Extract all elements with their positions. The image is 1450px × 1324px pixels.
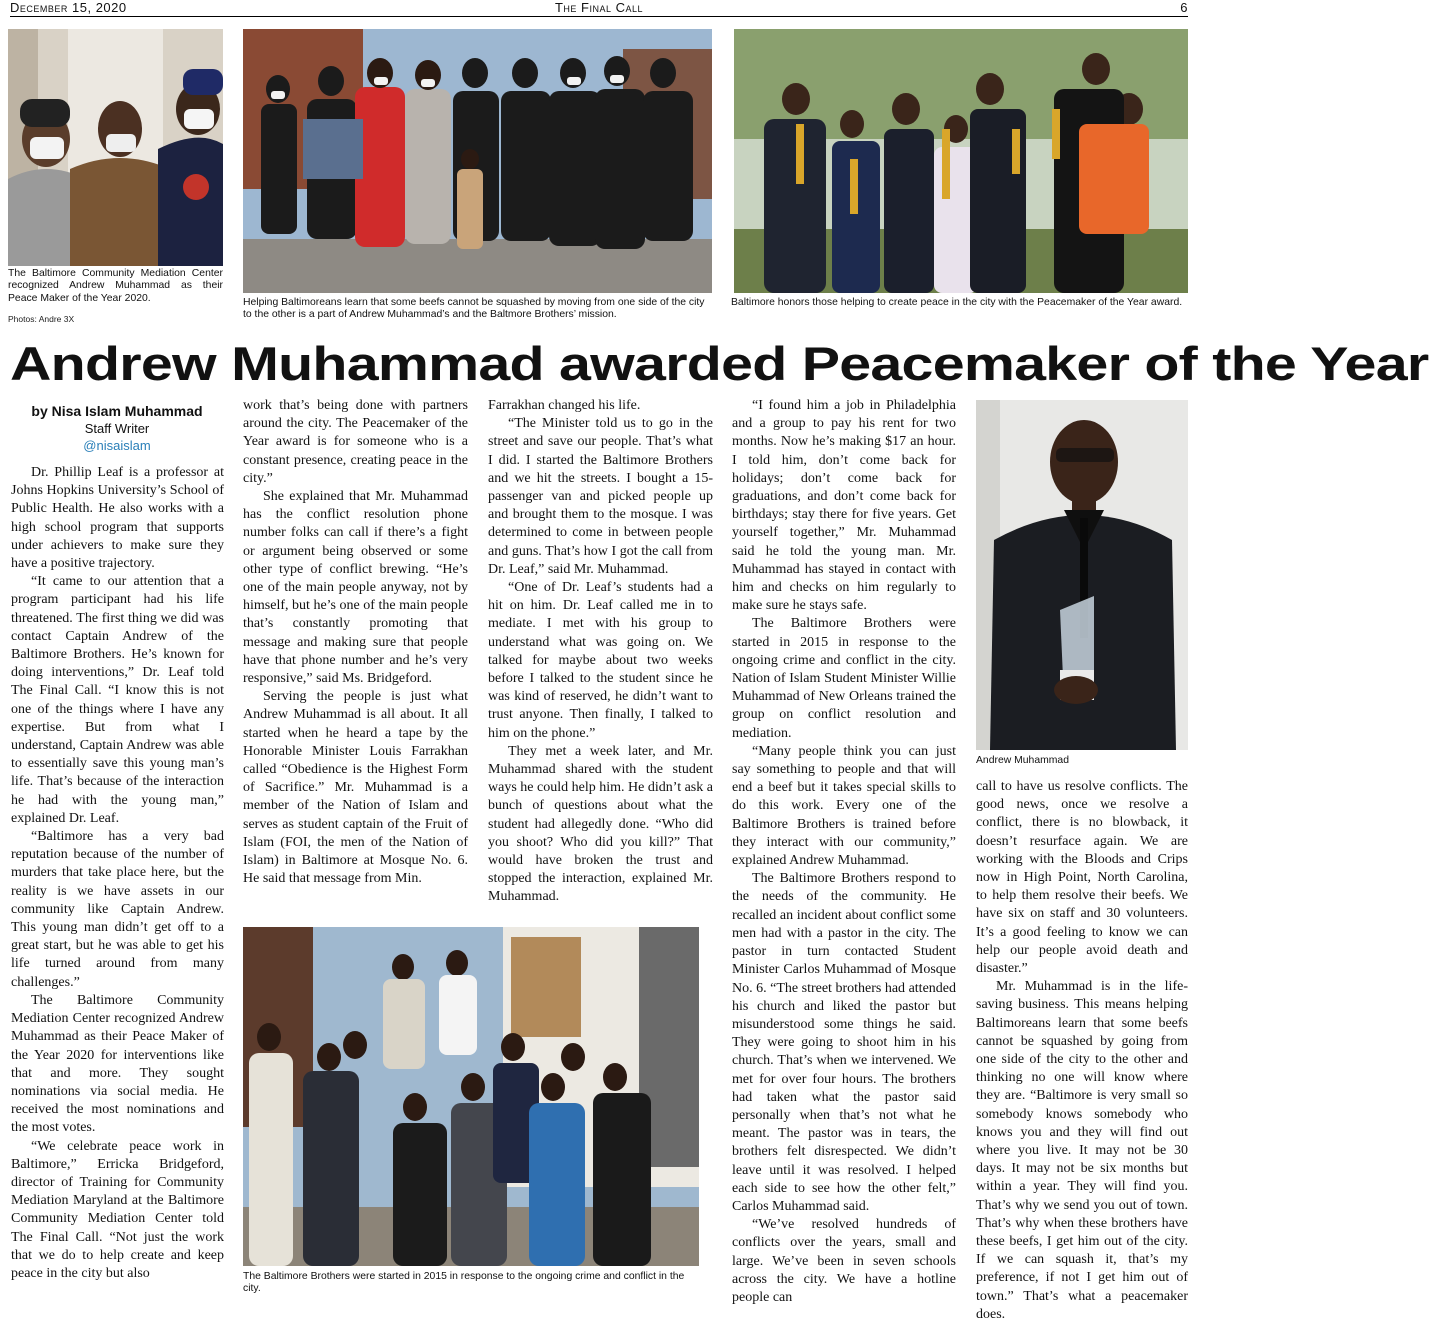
paragraph: “Many people think you can just say something to people and that will end a beef but it takes special skills to do this work. Every one of the Baltimore Brothers is trained before they interact with our community,” explained Andrew Muhammad.	[732, 743, 956, 869]
article-column-3	[488, 397, 713, 907]
photo-baltimore-brothers	[243, 927, 699, 1266]
paragraph: “We celebrate peace work in Baltimore,” Erricka Bridgeford, director of Training for Community Mediation Maryland at the Baltimore Community Mediation Center told The Final Call. “Not just the work that we do to help create and keep peace in the city but also	[11, 1138, 224, 1281]
byline	[10, 403, 224, 454]
publication-name: The Final Call	[554, 0, 644, 15]
paragraph: She explained that Mr. Muhammad has the conflict resolution phone number folks can call if there’s a fight or argument being observed or some other type of conflict brewing. “He’s one of the main people anyway, not by himself, but he’s one of the main people that’s constantly promoting that message and making sure that people have that phone number and he’s very responsive,” said Ms. Bridgeford.	[243, 489, 468, 687]
paragraph: “It came to our attention that a program participant had his life threatened. The first thing we did was contact Captain Andrew of the Baltimore Brothers. He’s known for doing interventions,” Dr. Leaf told The Final Call. “I know this is not one of the things where I have any expertise. But from what I understand, Captain Andrew was able to essentially save this young man’s life. That’s because of the interaction he had with the young man,” explained Dr. Leaf.	[11, 574, 224, 826]
page-header	[10, 0, 1188, 17]
photo-group-street	[243, 29, 712, 293]
author-handle[interactable]: @nisaislam	[83, 438, 151, 453]
paragraph: Mr. Muhammad is in the life-saving business. This means helping Baltimoreans learn that some beefs cannot be squashed by going from one side of the city to the other and thinking no one will know where they are. “Baltimore is very small so somebody knows somebody who knows you and they will find out where you live. It may not be 30 days. It may not be six months but within a year. They will find you. That’s why we send you out of town. That’s why when these brothers have these beefs, I get him out of the city. If we can squash it, that’s my preference, if not I get him out of town.” That’s what a peacemaker does.	[976, 979, 1188, 1322]
issue-date: December 15, 2020	[10, 0, 127, 15]
paragraph: “The Minister told us to go in the street and save our people. That’s what I did. I started the Baltimore Brothers and we hit the streets. I bought a 15-passenger van and picked people up and brought them to the mosque. I was determined to come in between people and guns. That’s how I got the call from Dr. Leaf,” said Mr. Muhammad.	[488, 416, 713, 577]
article-column-1	[11, 464, 224, 1283]
paragraph: The Baltimore Brothers respond to the needs of the community. He recalled an incident about conflict some men had with a pastor in the city. The pastor in turn contacted Student Minister Carlos Muhammad of Mosque No. 6. “The street brothers had attended his church and liked the pastor but misunderstood some things he said. They were going to shoot him in his church. That’s when we intervened. We met for over four hours. The brothers had taken what the pastor said personally when that’s not what he meant. The pastor was in tears, the brothers felt disrespected. We didn’t leave until it was resolved. I helped each side to see how the other felt,” Carlos Muhammad said.	[732, 871, 956, 1214]
article-headline: Andrew Muhammad awarded Peacemaker of the Year	[10, 337, 1429, 390]
caption-portrait: Andrew Muhammad	[976, 755, 1069, 766]
paragraph: call to have us resolve conflicts. The good news, once we resolve a conflict, there is no blowback, it doesn’t resurface again. We are working with the Bloods and Crips now in High Point, North Carolina, to help them resolve their beefs. We have six on staff and 30 volunteers. It’s a good feeling to know we can help our people avoid death and disaster.”	[976, 779, 1188, 977]
article-column-5	[976, 778, 1188, 1324]
paragraph: work that’s being done with partners around the city. The Peacemaker of the Year award is for someone who is a constant presence, creating peace in the city.”	[243, 398, 468, 486]
article-column-2	[243, 397, 468, 888]
paragraph: “One of Dr. Leaf’s students had a hit on him. Dr. Leaf called me in to mediate. I met with his group to understand what was going on. We talked for maybe about two weeks before I talked to the student since he was kind of reserved, he didn’t want to trust anyone. Then finally, I talked to him on the phone.”	[488, 580, 713, 741]
caption-award-presentation: The Baltimore Community Mediation Center recognized Andrew Muhammad as their Peace Maker of the Year 2020.	[8, 268, 223, 304]
paragraph: Farrakhan changed his life.	[488, 398, 641, 413]
page-number: 6	[1180, 0, 1188, 15]
photo-youth-trophies	[734, 29, 1188, 293]
paragraph: Dr. Phillip Leaf is a professor at Johns Hopkins University’s School of Public Health. He also works with a high school program that supports under achievers to make sure they have a positive trajectory.	[11, 465, 224, 572]
caption-youth-trophies: Baltimore honors those helping to create peace in the city with the Peacemaker of the Year award.	[731, 297, 1183, 308]
photo-award-presentation	[8, 29, 223, 266]
author-name: by Nisa Islam Muhammad	[31, 403, 203, 419]
paragraph: “We’ve resolved hundreds of conflicts over the years, small and large. We’ve been in seven schools across the city. We have a hotline people can	[732, 1217, 956, 1305]
paragraph: “Baltimore has a very bad reputation because of the number of murders that take place here, but the reality is we have assets in our community like Captain Andrew. This young man didn’t get off to a great start, but he was able to get his life turned around from many challenges.”	[11, 829, 224, 990]
photo-credit: Photos: Andre 3X	[8, 314, 75, 324]
paragraph: The Baltimore Community Mediation Center recognized Andrew Muhammad as their Peace Maker of the Year 2020 for interventions like that and more. They sought nominations via social media. He received the most nominations and the most votes.	[11, 992, 224, 1136]
paragraph: Serving the people is just what Andrew Muhammad is all about. It all started when he heard a tape by the Honorable Minister Louis Farrakhan called “Obedience is the Highest Form of Sacrifice.” Mr. Muhammad is a member of the Nation of Islam and serves as student captain of the Fruit of Islam (FOI, the men of the Nation of Islam) in Baltimore at Mosque No. 6. He said that message from Min.	[243, 689, 468, 887]
caption-group-street: Helping Baltimoreans learn that some beefs cannot be squashed by moving from one side of the city to the other is a part of Andrew Muhammad’s and the Baltmore Brothers’ mission.	[243, 297, 705, 321]
photo-andrew-muhammad-portrait	[976, 400, 1188, 750]
paragraph: They met a week later, and Mr. Muhammad shared with the student ways he could help him. He didn’t ask a bunch of questions about what the student had allegedly done. “Who did you shoot? Who did you kill?” That would have broken the trust and stopped the interaction, explained Mr. Muhammad.	[488, 743, 713, 905]
author-role: Staff Writer	[84, 421, 150, 436]
caption-baltimore-brothers: The Baltimore Brothers were started in 2015 in response to the ongoing crime and conflict in the city.	[243, 1271, 685, 1295]
paragraph: The Baltimore Brothers were started in 2015 in response to the ongoing crime and conflict in the city. Nation of Islam Student Minister Willie Muhammad of New Orleans trained the group on conflict resolution and mediation.	[732, 616, 956, 741]
paragraph: “I found him a job in Philadelphia and a group to pay his rent for two months. Now he’s making $17 an hour. I told him, don’t come back for holidays; don’t come back for graduations, and don’t come back for birthdays; stay there for five years. Get yourself together,” Mr. Muhammad said he told the young man. Mr. Muhammad has stayed in contact with him and checks on him regularly to make sure he stays safe.	[732, 398, 956, 614]
article-column-4	[732, 397, 956, 1307]
